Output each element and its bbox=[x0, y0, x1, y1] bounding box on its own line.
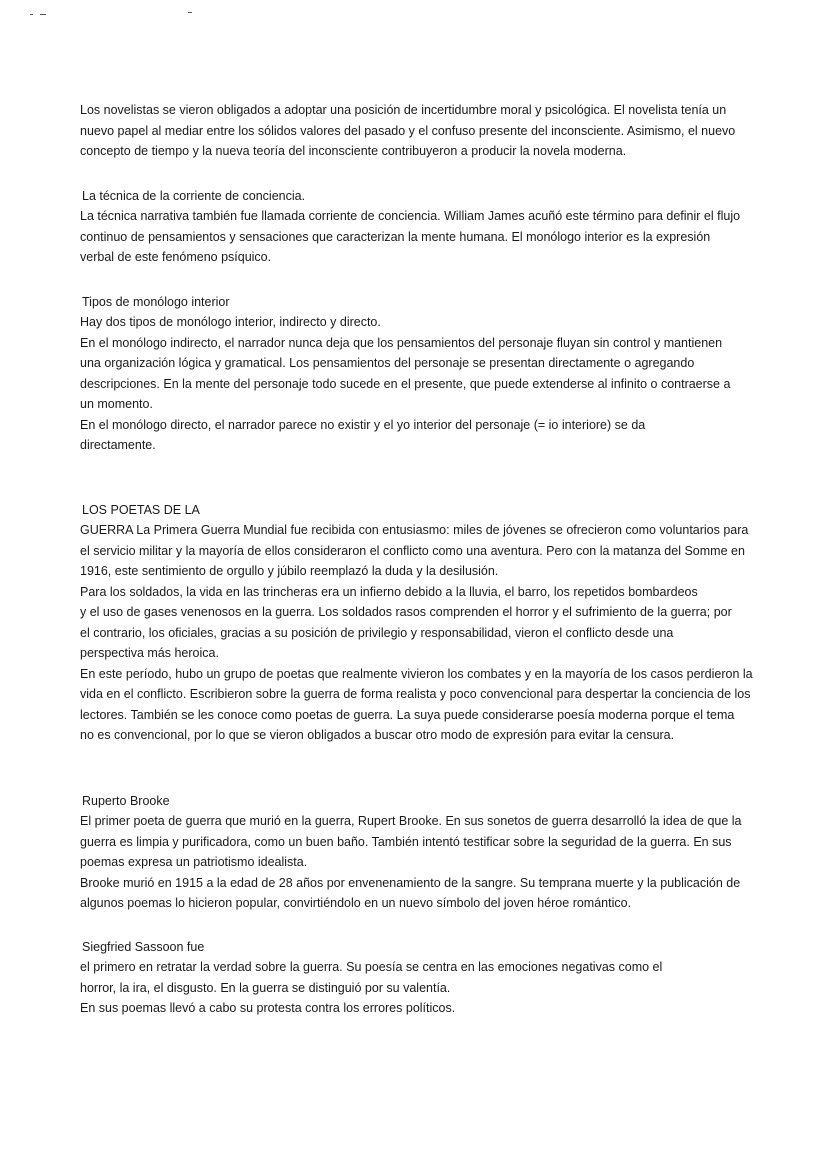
section-heading: La técnica de la corriente de conciencia. bbox=[82, 188, 306, 203]
text-line: horror, la ira, el disgusto. En la guerra se distinguió por su valentía. bbox=[80, 980, 451, 995]
text-line: nuevo papel al mediar entre los sólidos valores del pasado y el confuso presente del inconsciente. Asimismo, el nuevo bbox=[80, 123, 736, 138]
text-line: 1916, este sentimiento de orgullo y júbilo reemplazó la duda y la desilusión. bbox=[80, 564, 499, 578]
text-line: La técnica narrativa también fue llamada corriente de conciencia. William James acuñó este término para definir el flujo bbox=[80, 209, 741, 223]
text-line: verbal de este fenómeno psíquico. bbox=[80, 250, 272, 264]
section-heading: Siegfried Sassoon fue bbox=[82, 939, 205, 954]
text-line: concepto de tiempo y la nueva teoría del inconsciente contribuyeron a producir la novela moderna. bbox=[80, 144, 627, 158]
text-line: lectores. También se les conoce como poetas de guerra. La suya puede considerarse poesía moderna porque el tema bbox=[80, 707, 735, 722]
section-siegfried-sassoon bbox=[80, 937, 760, 1019]
text-line: Para los soldados, la vida en las trincheras era un infierno debido a la lluvia, el barro, los repetidos bombardeos bbox=[80, 584, 698, 599]
section-rupert-brooke bbox=[80, 791, 760, 914]
text-line: En el monólogo directo, el narrador parece no existir y el yo interior del personaje (= io interiore) se da bbox=[80, 417, 646, 432]
text-line: poemas expresa un patriotismo idealista. bbox=[80, 855, 308, 869]
text-line: directamente. bbox=[80, 438, 156, 452]
text-line: vida en el conflicto. Escribieron sobre la guerra de forma realista y poco convencional para despertar la conciencia de los bbox=[80, 687, 751, 701]
text-line: Los novelistas se vieron obligados a adoptar una posición de incertidumbre moral y psicológica. El novelista tenía un bbox=[80, 103, 727, 117]
text-line: y el uso de gases venenosos en la guerra. Los soldados rasos comprenden el horror y el sufrimiento de la guerra; por bbox=[80, 605, 732, 619]
section-heading: Ruperto Brooke bbox=[82, 793, 170, 808]
scan-mark bbox=[40, 14, 46, 15]
text-line: descripciones. En la mente del personaje todo sucede en el presente, que puede extenderse al infinito o contraerse a bbox=[80, 376, 731, 391]
text-line: El primer poeta de guerra que murió en la guerra, Rupert Brooke. En sus sonetos de guerra desarrolló la idea de que la bbox=[80, 814, 742, 828]
text-line: perspectiva más heroica. bbox=[80, 646, 219, 660]
text-line: GUERRA La Primera Guerra Mundial fue recibida con entusiasmo: miles de jóvenes se ofrecieron como voluntarios para bbox=[80, 523, 749, 537]
section-monologue-types bbox=[80, 292, 760, 456]
section-heading: LOS POETAS DE LA bbox=[82, 502, 200, 517]
text-line: el servicio militar y la mayoría de ellos consideraron el conflicto como una aventura. Pero con la matanza del Somme en bbox=[80, 543, 745, 558]
text-line: no es convencional, por lo que se vieron obligados a buscar otro modo de expresión para evitar la censura. bbox=[80, 728, 675, 742]
text-line: una organización lógica y gramatical. Los pensamientos del personaje se presentan directamente o agregando bbox=[80, 356, 695, 370]
text-line: el primero en retratar la verdad sobre la guerra. Su poesía se centra en las emociones negativas como el bbox=[80, 960, 663, 974]
document-page bbox=[80, 100, 760, 1019]
text-line: En este período, hubo un grupo de poetas que realmente vivieron los combates y en la mayoría de los casos perdieron la bbox=[80, 666, 753, 681]
text-line: En sus poemas llevó a cabo su protesta contra los errores políticos. bbox=[80, 1001, 456, 1015]
text-line: un momento. bbox=[80, 397, 153, 411]
text-line: algunos poemas lo hicieron popular, convirtiéndolo en un nuevo símbolo del joven héroe romántico. bbox=[80, 896, 632, 910]
section-heading: Tipos de monólogo interior bbox=[82, 294, 230, 309]
scan-marks bbox=[30, 10, 200, 18]
text-line: continuo de pensamientos y sensaciones que caracterizan la mente humana. El monólogo interior es la expresión bbox=[80, 229, 711, 244]
section-war-poets bbox=[80, 500, 760, 746]
text-line: Hay dos tipos de monólogo interior, indirecto y directo. bbox=[80, 315, 381, 329]
text-line: el contrario, los oficiales, gracias a su posición de privilegio y responsabilidad, vieron el conflicto desde una bbox=[80, 625, 674, 640]
scan-mark bbox=[188, 12, 192, 13]
section-stream-of-consciousness bbox=[80, 186, 760, 268]
text-line: En el monólogo indirecto, el narrador nunca deja que los pensamientos del personaje fluyan sin control y mantienen bbox=[80, 335, 723, 350]
scan-mark bbox=[30, 14, 33, 15]
intro-paragraph bbox=[80, 100, 760, 162]
text-line: guerra es limpia y purificadora, como un buen baño. También intentó testificar sobre la seguridad de la guerra. En sus bbox=[80, 834, 732, 849]
text-line: Brooke murió en 1915 a la edad de 28 años por envenenamiento de la sangre. Su temprana muerte y la publicación de bbox=[80, 875, 741, 890]
